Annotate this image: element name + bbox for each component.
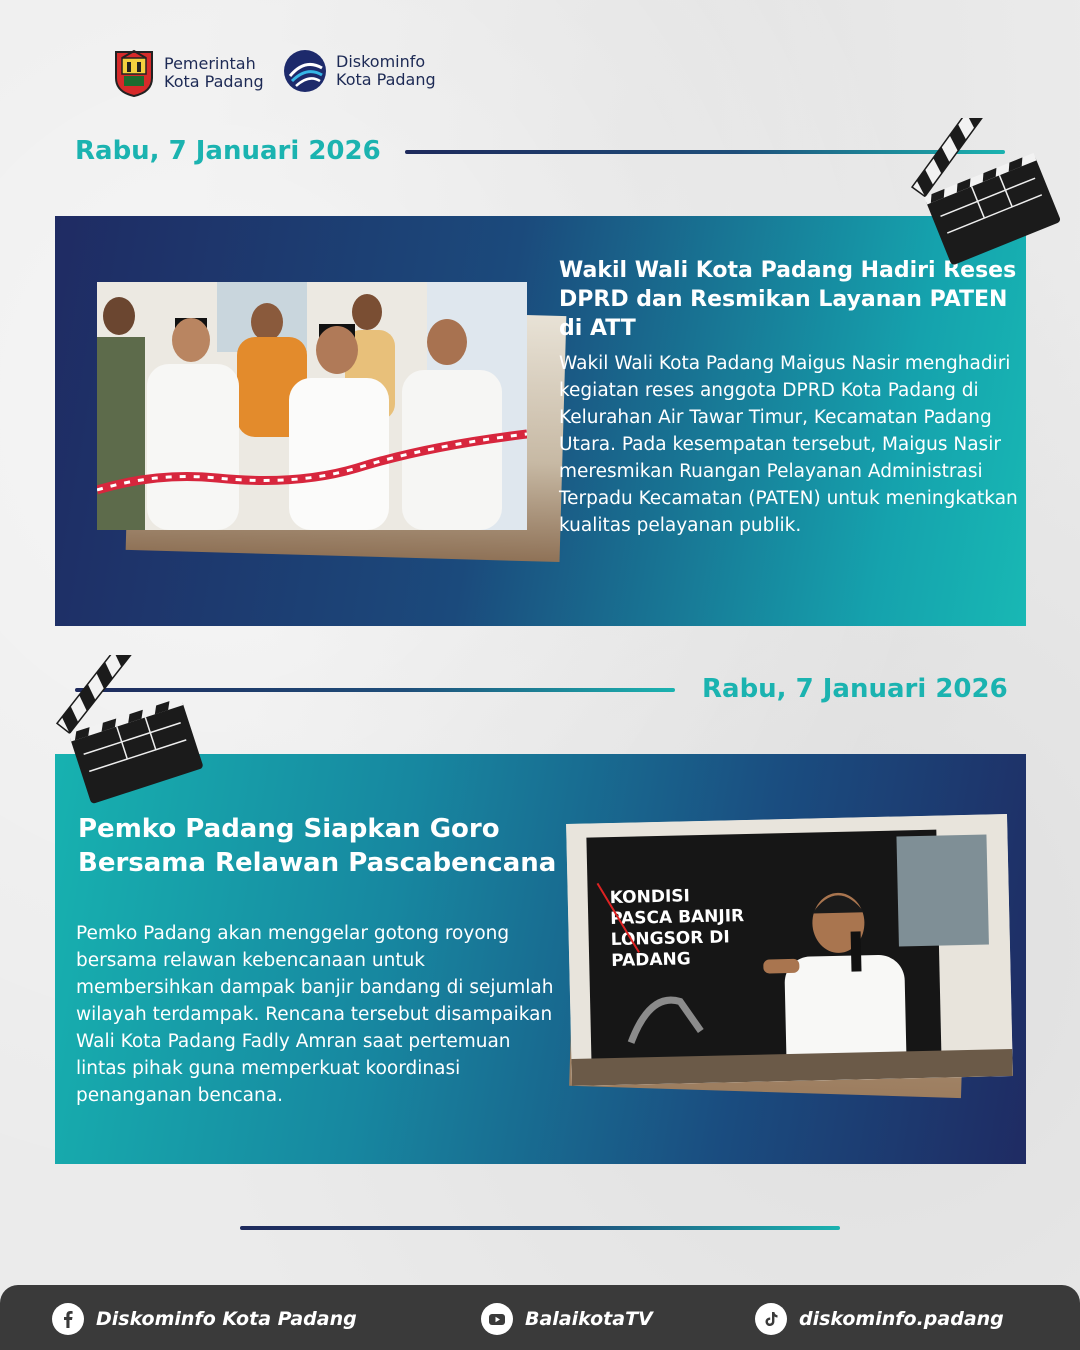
news-card-2[interactable]	[55, 754, 1026, 1164]
screen-text-line-1: KONDISI	[609, 886, 691, 909]
news-2-date: Rabu, 7 Januari 2026	[702, 674, 1008, 704]
clapperboard-icon-bottom	[50, 655, 210, 815]
news-1-date: Rabu, 7 Januari 2026	[75, 136, 381, 166]
facebook-link[interactable]	[52, 1303, 357, 1335]
pemkot-label-line1: Pemerintah	[164, 54, 256, 73]
screen-text-line-2: PASCA BANJIR	[610, 906, 745, 930]
facebook-icon	[52, 1303, 84, 1335]
tiktok-icon	[755, 1303, 787, 1335]
pemkot-label-line2: Kota Padang	[164, 72, 264, 91]
diskominfo-label-line1: Diskominfo	[336, 52, 426, 71]
screen-text-line-3: LONGSOR DI	[610, 927, 730, 951]
pemkot-emblem-icon	[112, 48, 156, 98]
news-2-title: Pemko Padang Siapkan Goro Bersama Relawan Pascabencana	[78, 814, 557, 878]
news-1-photo	[97, 282, 527, 530]
diskominfo-emblem-icon	[282, 48, 328, 94]
facebook-label: Diskominfo Kota Padang	[96, 1308, 357, 1330]
clapperboard-icon-top	[905, 118, 1065, 268]
screen-text-line-4: PADANG	[610, 949, 691, 972]
pemkot-logo-group	[112, 48, 264, 98]
news-2-body: Pemko Padang akan menggelar gotong royong bersama relawan kebencanaan untuk membersihkan dampak banjir bandang di sejumlah wilayah terdampak. Rencana tersebut disampaikan Wali Kota Padang Fadly Amran saat pertemuan lintas pihak guna memperkuat koordinasi penanganan bencana.	[76, 923, 554, 1106]
diskominfo-label-line2: Kota Padang	[336, 70, 436, 89]
mayor-presentation-photo-illustration	[566, 814, 1013, 1086]
news-1-title: Wakil Wali Kota Padang Hadiri Reses DPRD dan Resmikan Layanan PATEN di ATT	[559, 258, 1017, 341]
news-2-photo	[566, 814, 1013, 1086]
youtube-icon	[481, 1303, 513, 1335]
tiktok-link[interactable]	[755, 1303, 1004, 1335]
pemkot-label	[164, 55, 264, 91]
social-footer	[0, 1285, 1080, 1350]
diskominfo-logo-group	[282, 48, 436, 94]
youtube-label: BalaikotaTV	[525, 1308, 653, 1330]
bottom-divider	[240, 1226, 840, 1230]
youtube-link[interactable]	[481, 1303, 653, 1335]
news-card-1[interactable]	[55, 216, 1026, 626]
diskominfo-label	[336, 53, 436, 89]
tiktok-label: diskominfo.padang	[799, 1308, 1004, 1330]
ribbon-cutting-photo-illustration	[97, 282, 527, 530]
news-1-body: Wakil Wali Kota Padang Maigus Nasir menghadiri kegiatan reses anggota DPRD Kota Padang di Kelurahan Air Tawar Timur, Kecamatan Padang Utara. Pada kesempatan tersebut, Maigus Nasir meresmikan Ruangan Pelayanan Administrasi Terpadu Kecamatan (PATEN) untuk meningkatkan kualitas pelayanan publik.	[559, 353, 1018, 536]
